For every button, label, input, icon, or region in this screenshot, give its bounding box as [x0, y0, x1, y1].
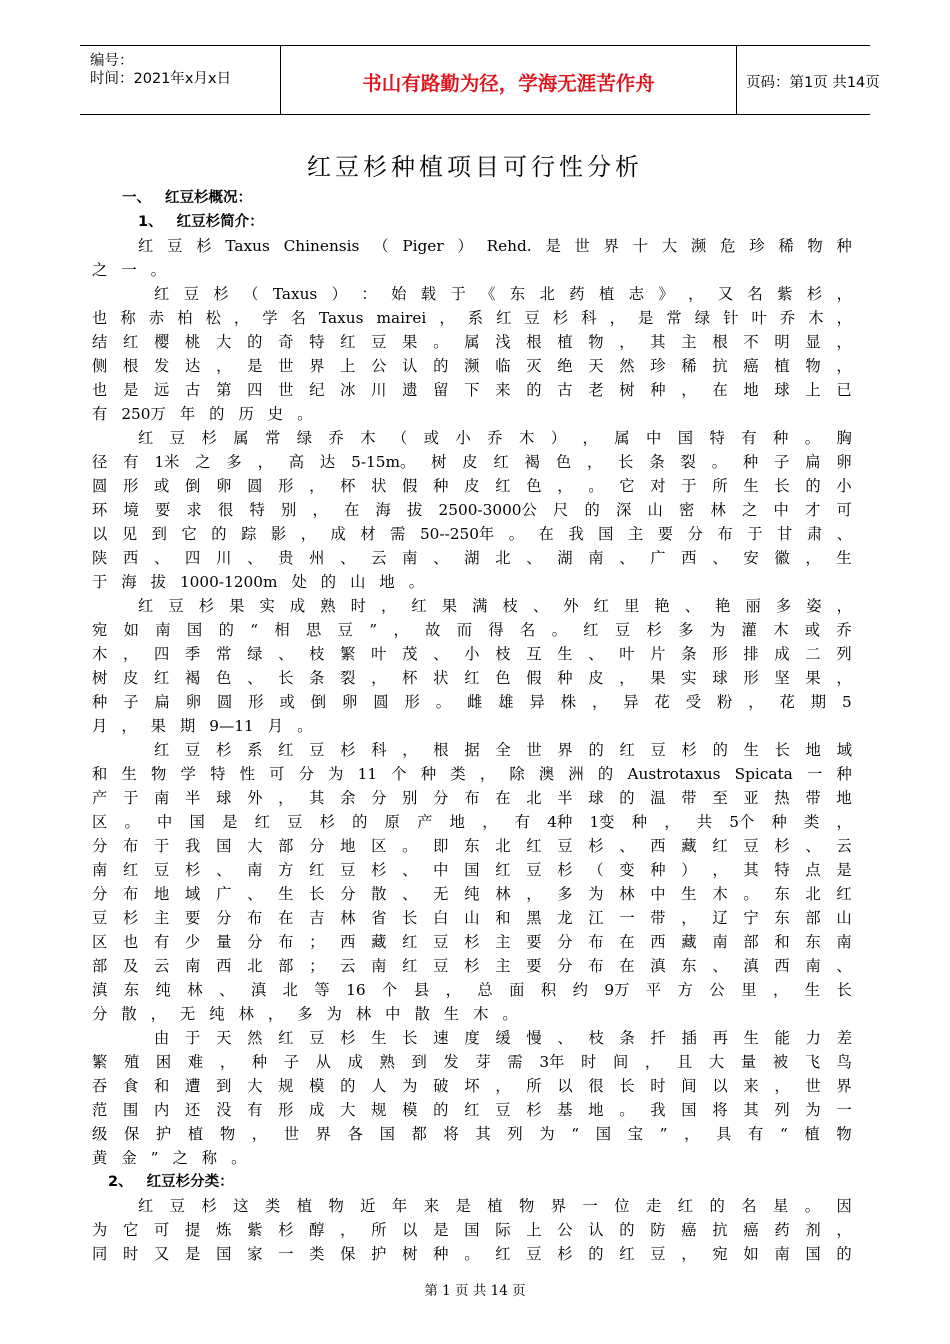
paragraph-line: 陕 西 、 四 川 、 贵 州 、 云 南 、 湖 北 、 湖 南 、 广 西 、 安 徽 ， 生	[92, 549, 852, 567]
paragraph-line: 和 生 物 学 特 性 可 分 为 11 个 种 类 ， 除 澳 洲 的 Austrotaxus Spicata 一 种	[92, 765, 852, 783]
header-page-cell	[736, 46, 880, 114]
section-heading: 一、 红豆杉概况：	[122, 190, 252, 206]
paragraph-line: 树 皮 红 褐 色 、 长 条 裂 ， 杯 状 红 色 假 种 皮 ， 果 实 球 形 坚 果 ，	[92, 669, 852, 687]
page-header-table	[80, 45, 880, 115]
paragraph-line: 分 布 于 我 国 大 部 分 地 区 。 即 东 北 红 豆 杉 、 西 藏 红 豆 杉 、 云	[92, 837, 852, 855]
paragraph-line: 级 保 护 植 物 ， 世 界 各 国 都 将 其 列 为 “ 国 宝 ” ， 具 有 “ 植 物	[92, 1125, 852, 1143]
paragraph-line: 分 布 地 域 广 、 生 长 分 散 、 无 纯 林 ， 多 为 林 中 生 木 。 东 北 红	[92, 885, 852, 903]
section-heading: 1、 红豆杉简介：	[138, 214, 264, 230]
document-body	[92, 186, 852, 1266]
paragraph-line: 宛 如 南 国 的 “ 相 思 豆 ” ， 故 而 得 名 。 红 豆 杉 多 为 灌 木 或 乔	[92, 621, 852, 639]
paragraph-line: 结 红 樱 桃 大 的 奇 特 红 豆 果 。 属 浅 根 植 物 ， 其 主 根 不 明 显 ，	[92, 333, 852, 351]
paragraph-line: 种 子 扁 卵 圆 形 或 倒 卵 圆 形 。 雌 雄 异 株 ， 异 花 受 粉 ， 花 期 5	[92, 693, 852, 711]
page-footer: 第 1 页 共 14 页	[424, 1283, 526, 1299]
header-meta-cell	[80, 46, 280, 114]
paragraph-line: 产 于 南 半 球 外 ， 其 余 分 别 分 布 在 北 半 球 的 温 带 至 亚 热 带 地	[92, 789, 852, 807]
paragraph-line: 红 豆 杉 系 红 豆 杉 科 ， 根 据 全 世 界 的 红 豆 杉 的 生 长 地 域	[154, 741, 852, 759]
paragraph-line: 区 也 有 少 量 分 布 ； 西 藏 红 豆 杉 主 要 分 布 在 西 藏 南 部 和 东 南	[92, 933, 852, 951]
paragraph-line: 滇 东 纯 林 、 滇 北 等 16 个 县 ， 总 面 积 约 9万 平 方 公 里 ， 生 长	[92, 981, 852, 999]
paragraph-line: 之 一 。	[92, 261, 166, 279]
paragraph-line: 红 豆 杉 （ Taxus ） ： 始 载 于 《 东 北 药 植 志 》 ， 又 名 紫 杉 ，	[154, 285, 852, 303]
paragraph-line: 于 海 拔 1000-1200m 处 的 山 地 。	[92, 573, 425, 591]
section-heading: 2、 红豆杉分类：	[108, 1174, 234, 1190]
paragraph-line: 南 红 豆 杉 、 南 方 红 豆 杉 、 中 国 红 豆 杉 （ 变 种 ） ， 其 特 点 是	[92, 861, 852, 879]
paragraph-line: 红 豆 杉 这 类 植 物 近 年 来 是 植 物 界 一 位 走 红 的 名 星 。 因	[138, 1197, 852, 1215]
paragraph-line: 吞 食 和 遭 到 大 规 模 的 人 为 破 坏 ， 所 以 很 长 时 间 以 来 ， 世 界	[92, 1077, 852, 1095]
paragraph-line: 黄 金 ” 之 称 。	[92, 1149, 247, 1167]
header-motto-cell	[280, 46, 737, 114]
paragraph-line: 以 见 到 它 的 踪 影 ， 成 材 需 50--250年 。 在 我 国 主 要 分 布 于 甘 肃 、	[92, 525, 852, 543]
paragraph-line: 也 称 赤 柏 松 ， 学 名 Taxus mairei ， 系 红 豆 杉 科 ， 是 常 绿 针 叶 乔 木 ，	[92, 309, 852, 327]
paragraph-line: 月 ， 果 期 9—11 月 。	[92, 717, 313, 735]
paragraph-line: 径 有 1米 之 多 ， 高 达 5-15m。 树 皮 红 褐 色 ， 长 条 裂 。 种 子 扁 卵	[92, 453, 852, 471]
paragraph-line: 侧 根 发 达 ， 是 世 界 上 公 认 的 濒 临 灭 绝 天 然 珍 稀 抗 癌 植 物 ，	[92, 357, 852, 375]
paragraph-line: 有 250万 年 的 历 史 。	[92, 405, 313, 423]
document-title: 红豆杉种植项目可行性分析	[307, 153, 643, 181]
paragraph-line: 也 是 远 古 第 四 世 纪 冰 川 遗 留 下 来 的 古 老 树 种 ， 在 地 球 上 已	[92, 381, 852, 399]
header-page-info: 页码：第1页 共14页	[746, 75, 880, 91]
header-motto: 书山有路勤为径，学海无涯苦作舟	[362, 72, 655, 95]
paragraph-line: 同 时 又 是 国 家 一 类 保 护 树 种 。 红 豆 杉 的 红 豆 ， 宛 如 南 国 的	[92, 1245, 852, 1263]
paragraph-line: 豆 杉 主 要 分 布 在 吉 林 省 长 白 山 和 黑 龙 江 一 带 ， 辽 宁 东 部 山	[92, 909, 852, 927]
paragraph-line: 分 散 ， 无 纯 林 ， 多 为 林 中 散 生 木 。	[92, 1005, 518, 1023]
paragraph-line: 繁 殖 困 难 ， 种 子 从 成 熟 到 发 芽 需 3年 时 间 ， 且 大 量 被 飞 鸟	[92, 1053, 852, 1071]
paragraph-line: 部 及 云 南 西 北 部 ； 云 南 红 豆 杉 主 要 分 布 在 滇 东 、 滇 西 南 、	[92, 957, 852, 975]
document-time-label: 时间：2021年x月x日	[90, 71, 232, 87]
paragraph-line: 红 豆 杉 Taxus Chinensis （ Piger ） Rehd. 是 世 界 十 大 濒 危 珍 稀 物 种	[138, 237, 852, 255]
document-number-label: 编号：	[90, 53, 134, 69]
paragraph-line: 范 围 内 还 没 有 形 成 大 规 模 的 红 豆 杉 基 地 。 我 国 将 其 列 为 一	[92, 1101, 852, 1119]
paragraph-line: 环 境 要 求 很 特 别 ， 在 海 拔 2500-3000公 尺 的 深 山 密 林 之 中 才 可	[92, 501, 852, 519]
paragraph-line: 圆 形 或 倒 卵 圆 形 ， 杯 状 假 种 皮 红 色 ， 。 它 对 于 所 生 长 的 小	[92, 477, 852, 495]
paragraph-line: 红 豆 杉 果 实 成 熟 时 ， 红 果 满 枝 、 外 红 里 艳 、 艳 丽 多 姿 ，	[138, 597, 852, 615]
paragraph-line: 红 豆 杉 属 常 绿 乔 木 （ 或 小 乔 木 ） ， 属 中 国 特 有 种 。 胸	[138, 429, 852, 447]
paragraph-line: 木 ， 四 季 常 绿 、 枝 繁 叶 茂 、 小 枝 互 生 、 叶 片 条 形 排 成 二 列	[92, 645, 852, 663]
paragraph-line: 区 。 中 国 是 红 豆 杉 的 原 产 地 ， 有 4种 1变 种 ， 共 5个 种 类 ，	[92, 813, 852, 831]
paragraph-line: 由 于 天 然 红 豆 杉 生 长 速 度 缓 慢 、 枝 条 扦 插 再 生 能 力 差	[154, 1029, 852, 1047]
paragraph-line: 为 它 可 提 炼 紫 杉 醇 ， 所 以 是 国 际 上 公 认 的 防 癌 抗 癌 药 剂 ，	[92, 1221, 852, 1239]
